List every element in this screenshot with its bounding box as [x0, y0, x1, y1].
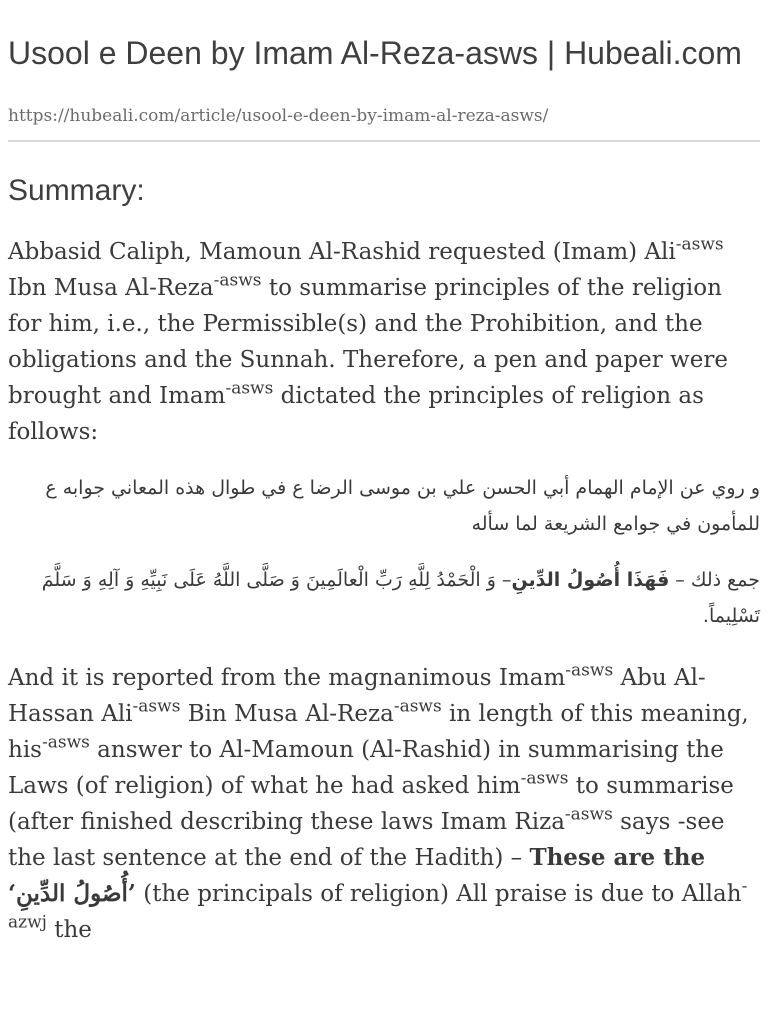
- text: the: [46, 917, 92, 943]
- text: to summarise principles of the religion for him, i.e., the Permissible(s) and the Prohibition, and the obligations and the Sunnah. Therefore, a pen and paper were brought and Imam: [8, 275, 728, 409]
- text: Abu Al-Hassan Ali: [8, 665, 706, 727]
- text: Abbasid Caliph, Mamoun Al-Rashid requested (Imam) Ali: [8, 239, 676, 265]
- arabic-paragraph-1: و روي عن الإمام الهمام أبي الحسن علي بن موسى الرضا ع في طوال هذه المعاني جوابه ع للمأمون في جوامع الشريعة لما سأله: [45, 477, 760, 535]
- text: جمع ذلك –: [669, 569, 760, 591]
- source-url[interactable]: https://hubeali.com/article/usool-e-deen-by-imam-al-reza-asws/: [8, 106, 549, 126]
- summary-heading: Summary:: [8, 174, 145, 207]
- text: (the principals of religion) All praise is due to Allah: [135, 881, 742, 907]
- honorific: -asws: [520, 768, 569, 789]
- bold-text: These are the ‘أُصُولُ الدِّينِ’: [8, 844, 706, 907]
- honorific: -asws: [565, 660, 614, 681]
- honorific: -asws: [213, 270, 262, 291]
- honorific: -asws: [41, 732, 90, 753]
- arabic-paragraph-2: [8, 562, 760, 634]
- honorific: -asws: [132, 696, 181, 717]
- text: Ibn Musa Al-Reza: [8, 275, 214, 301]
- text: And it is reported from the magnanimous Imam: [8, 665, 566, 691]
- honorific: -asws: [675, 234, 724, 255]
- honorific: -asws: [564, 804, 613, 825]
- text: dictated the principles of religion as follows:: [8, 383, 704, 445]
- bold-text: فَهَذَا أُصُولُ الدِّينِ: [511, 569, 670, 591]
- summary-paragraph: [8, 234, 760, 450]
- page-title: Usool e Deen by Imam Al-Reza-asws | Hubeali.com: [8, 35, 742, 71]
- divider: [8, 140, 760, 142]
- honorific: -asws: [225, 378, 274, 399]
- translation-paragraph: [8, 660, 760, 948]
- text: in length of this meaning, his: [8, 701, 749, 763]
- text: – وَ الْحَمْدُ لِلَّهِ رَبِّ الْعالَمِينَ وَ صَلَّى اللَّهُ عَلَى نَبِيِّهِ وَ آلِهِ وَ سَلَّمَ تَسْلِيماً.: [41, 569, 760, 627]
- text: answer to Al-Mamoun (Al-Rashid) in summarising the Laws (of religion) of what he had asked him: [8, 737, 724, 799]
- honorific: -asws: [393, 696, 442, 717]
- text: to summarise (after finished describing these laws Imam Riza: [8, 773, 734, 835]
- honorific: -azwj: [8, 876, 748, 933]
- text: says -see the last sentence at the end of the Hadith) –: [8, 809, 725, 871]
- text: Bin Musa Al-Reza: [180, 701, 394, 727]
